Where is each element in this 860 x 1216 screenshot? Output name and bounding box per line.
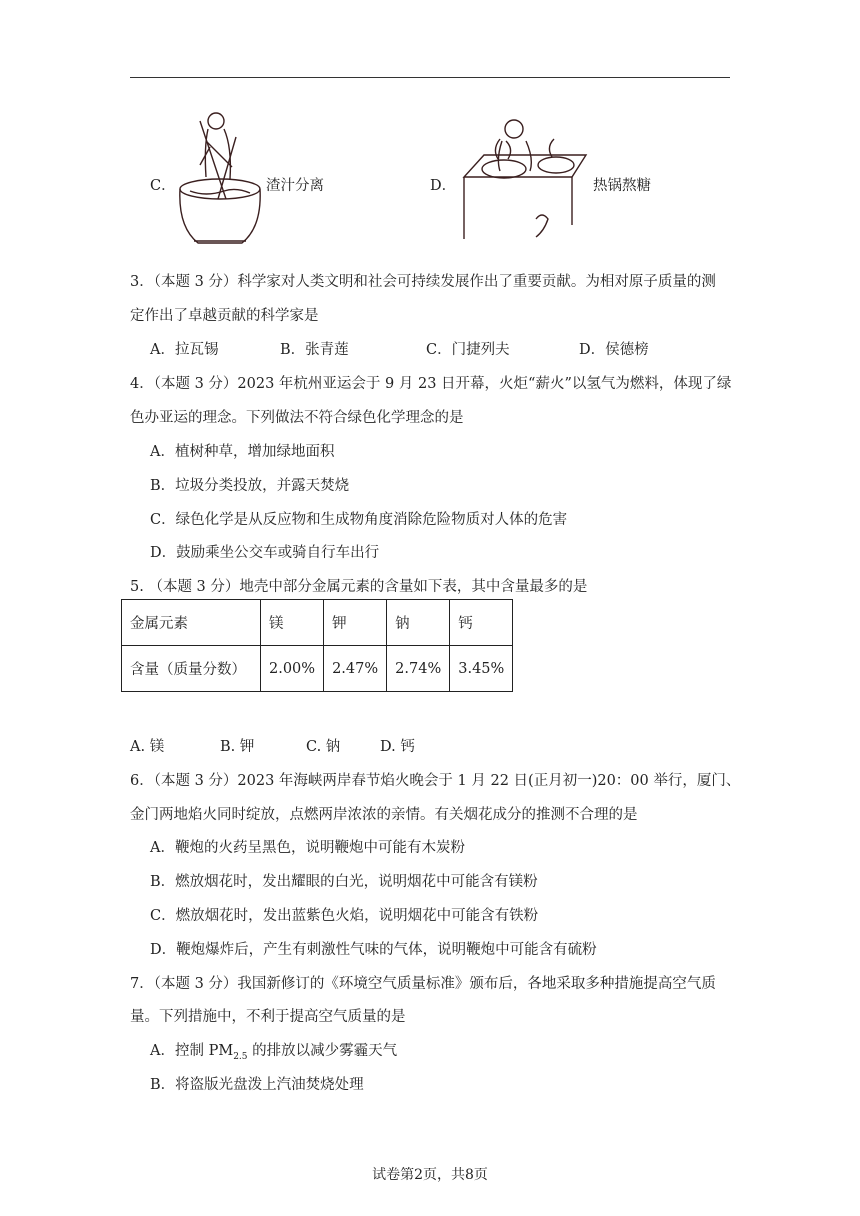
q6-option-d: D．鞭炮爆炸后，产生有刺激性气味的气体，说明鞭炮中可能含有硫粉 xyxy=(150,942,597,958)
option-d-label: D． xyxy=(430,178,457,194)
table-cell: 2.74% xyxy=(387,646,450,692)
q4-option-a: A．植树种草，增加绿地面积 xyxy=(150,444,335,460)
stirring-vat-illustration xyxy=(176,107,264,249)
table-cell: 2.00% xyxy=(261,646,324,692)
q7-stem-line1: 7．（本题 3 分）我国新修订的《环境空气质量标准》颁布后，各地采取多种措施提高空气质 xyxy=(130,976,716,992)
q7-option-a-prefix: A．控制 PM xyxy=(150,1043,234,1059)
q3-options xyxy=(150,338,649,359)
q5-option-b: B. 钾 xyxy=(220,739,255,755)
q6-option-b: B．燃放烟花时，发出耀眼的白光，说明烟花中可能含有镁粉 xyxy=(150,874,538,890)
table-row xyxy=(122,646,513,692)
q5-options xyxy=(130,735,415,756)
q5-option-c: C. 钠 xyxy=(306,739,341,755)
q3-option-b: B．张青莲 xyxy=(280,342,349,358)
q4-option-b: B．垃圾分类投放，并露天焚烧 xyxy=(150,478,350,494)
q6-option-c: C．燃放烟花时，发出蓝紫色火焰，说明烟花中可能含有铁粉 xyxy=(150,908,539,924)
q4-stem-line2: 色办亚运的理念。下列做法不符合绿色化学理念的是 xyxy=(130,410,464,426)
table-cell: 镁 xyxy=(261,600,324,646)
table-cell: 3.45% xyxy=(450,646,513,692)
q5-stem: 5. （本题 3 分）地壳中部分金属元素的含量如下表，其中含量最多的是 xyxy=(130,579,588,595)
table-cell: 含量（质量分数） xyxy=(122,646,261,692)
q6-option-a: A．鞭炮的火药呈黑色，说明鞭炮中可能有木炭粉 xyxy=(150,840,465,856)
q3-stem-line1: 3．（本题 3 分）科学家对人类文明和社会可持续发展作出了重要贡献。为相对原子质量的测 xyxy=(130,274,716,290)
table-cell: 钠 xyxy=(387,600,450,646)
table-cell: 钾 xyxy=(324,600,387,646)
q4-stem-line1: 4．（本题 3 分）2023 年杭州亚运会于 9 月 23 日开幕，火炬“薪火”以氢气为燃料，体现了绿 xyxy=(130,376,732,392)
q4-option-c: C．绿色化学是从反应物和生成物角度消除危险物质对人体的危害 xyxy=(150,512,568,528)
header-rule xyxy=(130,77,730,78)
table-cell: 金属元素 xyxy=(122,600,261,646)
table-cell: 2.47% xyxy=(324,646,387,692)
page-footer: 试卷第2页，共8页 xyxy=(372,1167,488,1183)
q3-option-a: A．拉瓦锡 xyxy=(150,342,219,358)
q7-option-a-subscript: 2.5 xyxy=(233,1051,248,1062)
q4-option-d: D．鼓励乘坐公交车或骑自行车出行 xyxy=(150,545,380,561)
option-d-caption: 热锅熬糖 xyxy=(593,178,651,194)
option-c-label: C． xyxy=(150,178,176,194)
q3-option-d: D．侯德榜 xyxy=(579,342,649,358)
q7-stem-line2: 量。下列措施中，不利于提高空气质量的是 xyxy=(130,1009,406,1025)
table-row xyxy=(122,600,513,646)
q7-option-b: B．将盗版光盘泼上汽油焚烧处理 xyxy=(150,1077,364,1093)
option-c-caption: 渣汁分离 xyxy=(266,178,324,194)
q7-option-a xyxy=(150,1039,397,1062)
boiling-pots-illustration xyxy=(462,115,588,243)
metal-content-table xyxy=(121,599,513,692)
q7-option-a-suffix: 的排放以减少雾霾天气 xyxy=(247,1043,398,1059)
q3-stem-line2: 定作出了卓越贡献的科学家是 xyxy=(130,308,319,324)
q3-option-c: C．门捷列夫 xyxy=(426,342,510,358)
q5-option-a: A. 镁 xyxy=(130,739,165,755)
q6-stem-line2: 金门两地焰火同时绽放，点燃两岸浓浓的亲情。有关烟花成分的推测不合理的是 xyxy=(130,807,638,823)
q6-stem-line1: 6．（本题 3 分）2023 年海峡两岸春节焰火晚会于 1 月 22 日(正月初一)20：00 举行，厦门、 xyxy=(130,773,741,789)
q5-option-d: D. 钙 xyxy=(380,739,415,755)
table-cell: 钙 xyxy=(450,600,513,646)
